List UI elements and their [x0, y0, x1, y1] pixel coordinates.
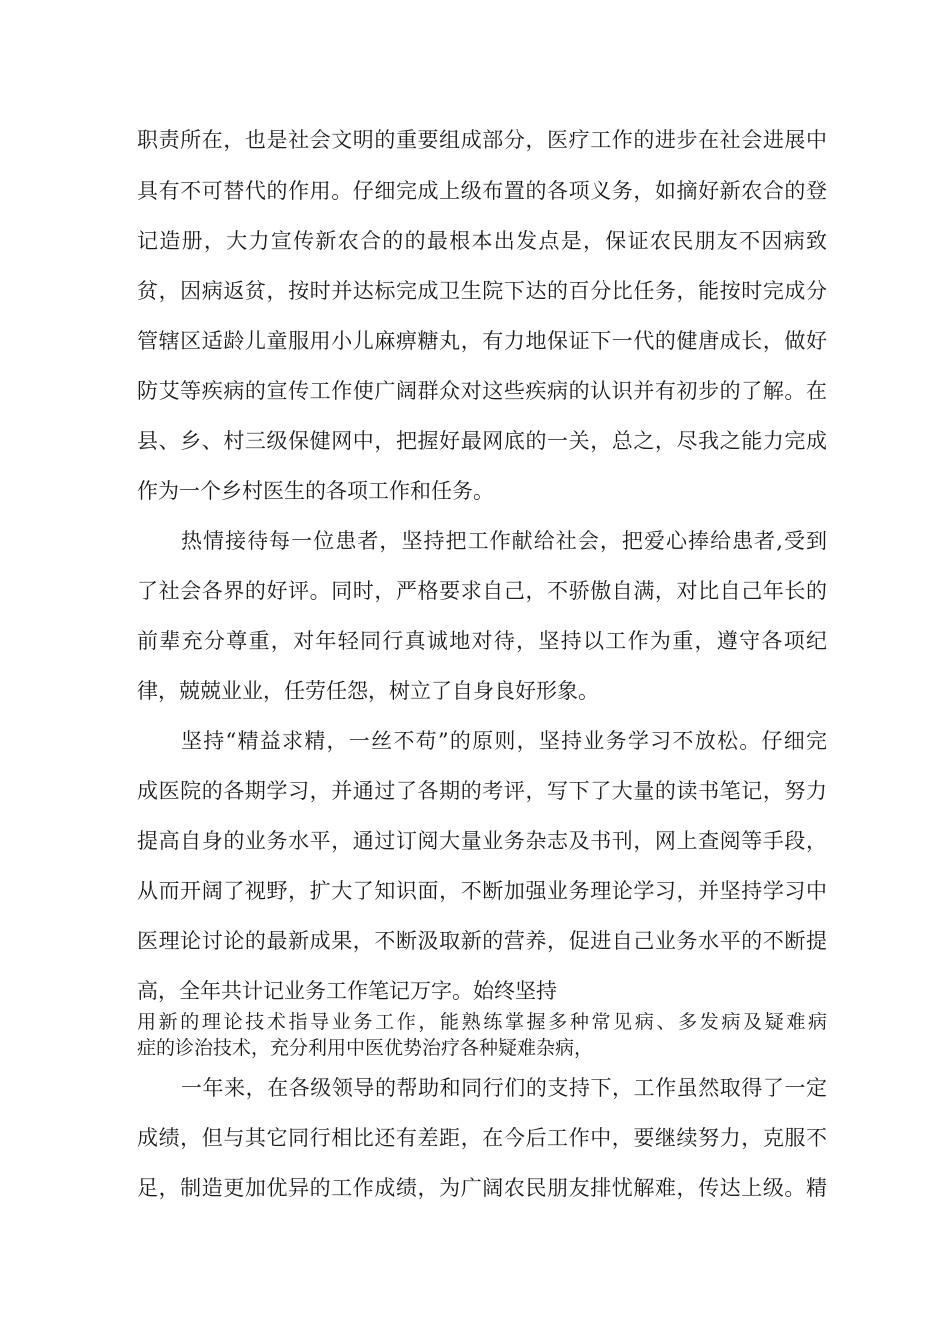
text-line: 前辈充分尊重，对年轻同行真诚地对待，坚持以工作为重，遵守各项纪 — [137, 629, 827, 653]
paragraph-first-line: 坚持“精益求精，一丝不苟”的原则，坚持业务学习不放松。仔细完 — [181, 729, 827, 753]
text-line: 高，全年共计记业务工作笔记万字。始终坚持 — [137, 979, 557, 1003]
text-line: 足，制造更加优异的工作成绩，为广阔农民朋友排忧解难，传达上级。精 — [137, 1176, 827, 1200]
text-line: 县、乡、村三级保健网中，把握好最网底的一关，总之，尽我之能力完成 — [137, 429, 827, 453]
text-line: 具有不可替代的作用。仔细完成上级布置的各项义务，如摘好新农合的登 — [137, 179, 827, 203]
text-line: 律，兢兢业业，任劳任怨，树立了自身良好形象。 — [137, 679, 599, 703]
text-line: 了社会各界的好评。同时，严格要求自己，不骄傲自满，对比自己年长的 — [137, 579, 827, 603]
text-line: 记造册，大力宣传新农合的的最根本出发点是，保证农民朋友不因病致 — [137, 229, 827, 253]
text-line: 成医院的各期学习，并通过了各期的考评，写下了大量的读书笔记，努力 — [137, 779, 827, 803]
text-line: 防艾等疾病的宣传工作使广阔群众对这些疾病的认识并有初步的了解。在 — [137, 379, 827, 403]
text-line: 管辖区适龄儿童服用小儿麻痹糖丸，有力地保证下一代的健唐成长，做好 — [137, 329, 827, 353]
text-line: 医理论讨论的最新成果，不断汲取新的营养，促进自己业务水平的不断提 — [137, 929, 827, 953]
text-line: 提高自身的业务水平，通过订阅大量业务杂志及书刊，网上查阅等手段， — [137, 829, 827, 853]
paragraph-first-line: 一年来，在各级领导的帮助和同行们的支持下，工作虽然取得了一定 — [181, 1076, 827, 1100]
text-line: 职责所在，也是社会文明的重要组成部分，医疗工作的进步在社会进展中 — [137, 128, 827, 152]
text-line: 成绩，但与其它同行相比还有差距，在今后工作中，要继续努力，克服不 — [137, 1126, 827, 1150]
paragraph-first-line: 热情接待每一位患者，坚持把工作献给社会，把爱心捧给患者,受到 — [181, 529, 827, 553]
text-line: 用新的理论技术指导业务工作，能熟练掌握多种常见病、多发病及疑难病 — [137, 1011, 827, 1033]
text-line: 从而开阔了视野，扩大了知识面，不断加强业务理论学习，并坚持学习中 — [137, 879, 827, 903]
text-line: 作为一个乡村医生的各项工作和任务。 — [137, 479, 494, 503]
text-line: 症的诊治技术，充分利用中医优势治疗各种疑难杂病， — [137, 1037, 594, 1059]
text-line: 贫，因病返贫，按时并达标完成卫生院下达的百分比任务，能按时完成分 — [137, 279, 827, 303]
